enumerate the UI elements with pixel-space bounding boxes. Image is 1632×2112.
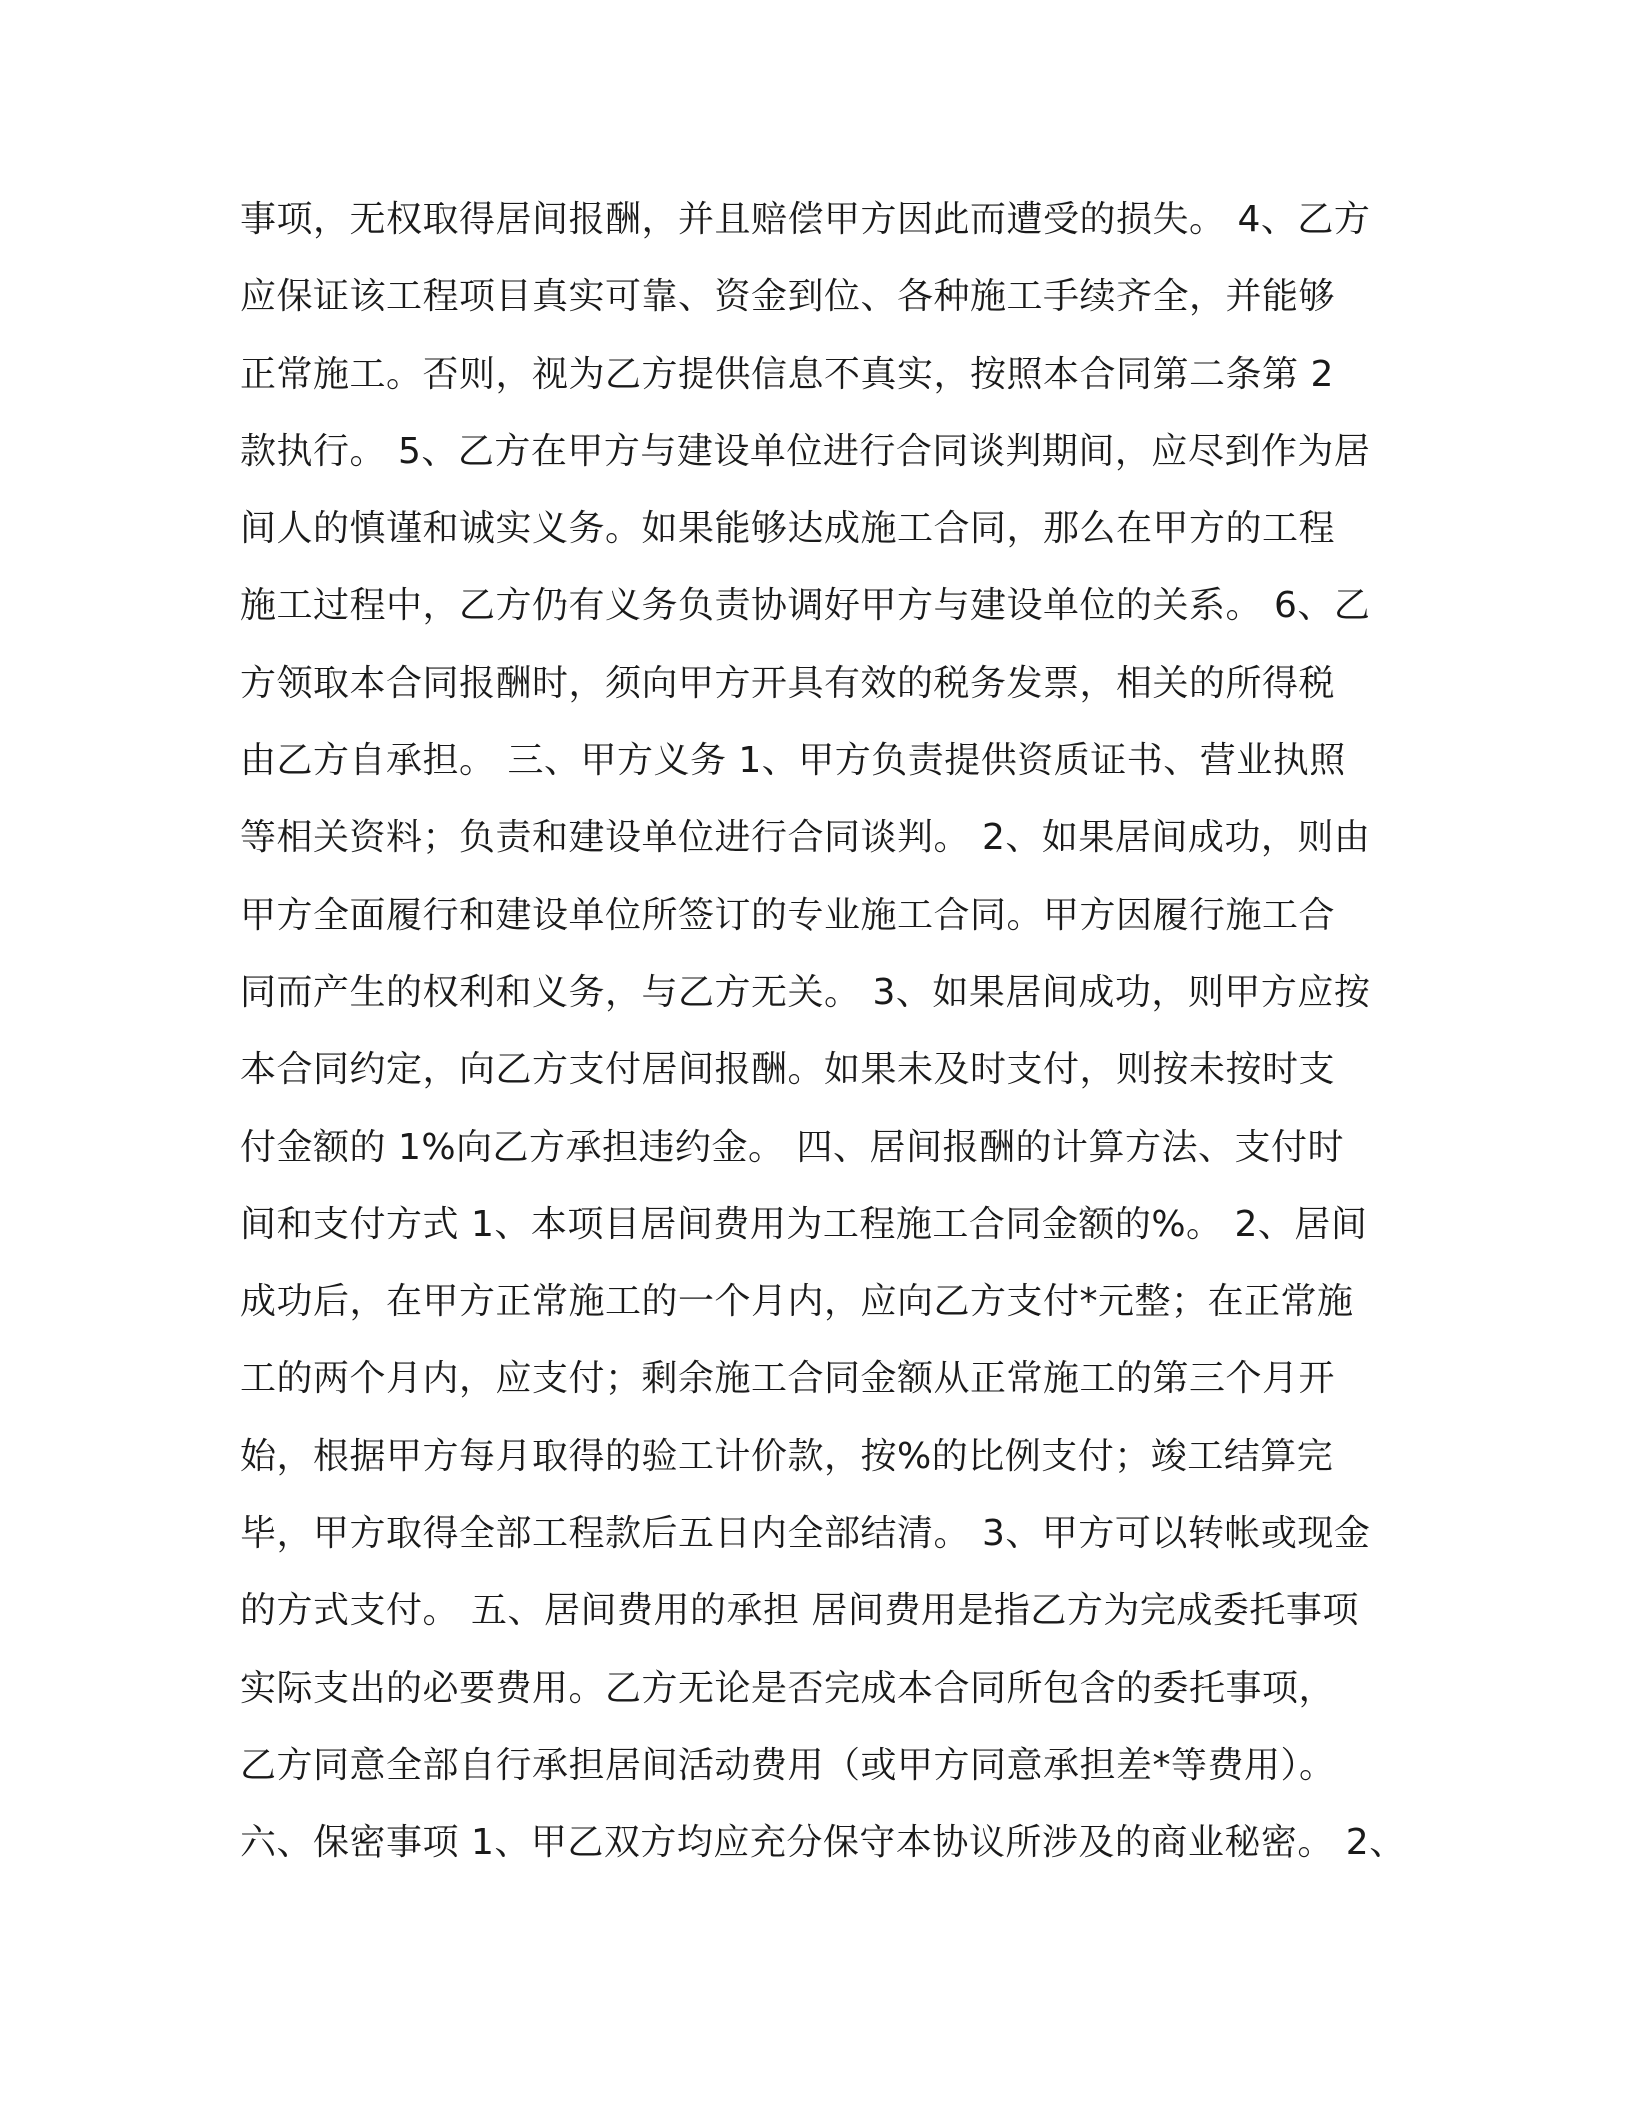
text-line-21: 乙方同意全部自行承担居间活动费用（或甲方同意承担差*等费用）。 bbox=[240, 1744, 1336, 1786]
text-line-17: 始，根据甲方每月取得的验工计价款，按%的比例支付；竣工结算完 bbox=[240, 1435, 1334, 1477]
text-line-2: 应保证该工程项目真实可靠、资金到位、各种施工手续齐全，并能够 bbox=[240, 276, 1336, 318]
text-line-19: 的方式支付。 五、居间费用的承担 居间费用是指乙方为完成委托事项 bbox=[240, 1590, 1359, 1632]
text-line-5: 间人的慎谨和诚实义务。如果能够达成施工合同，那么在甲方的工程 bbox=[240, 508, 1336, 550]
text-line-13: 付金额的 1%向乙方承担违约金。 四、居间报酬的计算方法、支付时 bbox=[240, 1126, 1344, 1168]
text-line-1: 事项，无权取得居间报酬，并且赔偿甲方因此而遭受的损失。 4、乙方 bbox=[240, 199, 1371, 240]
text-line-6: 施工过程中，乙方仍有义务负责协调好甲方与建设单位的关系。 6、乙 bbox=[240, 585, 1371, 627]
text-line-16: 工的两个月内，应支付；剩余施工合同金额从正常施工的第三个月开 bbox=[240, 1358, 1336, 1400]
text-line-11: 同而产生的权利和义务，与乙方无关。 3、如果居间成功，则甲方应按 bbox=[240, 971, 1371, 1013]
text-line-9: 等相关资料；负责和建设单位进行合同谈判。 2、如果居间成功，则由 bbox=[240, 817, 1371, 859]
text-line-7: 方领取本合同报酬时，须向甲方开具有效的税务发票，相关的所得税 bbox=[240, 662, 1336, 704]
text-line-20: 实际支出的必要费用。乙方无论是否完成本合同所包含的委托事项， bbox=[240, 1667, 1336, 1709]
text-line-10: 甲方全面履行和建设单位所签订的专业施工合同。甲方因履行施工合 bbox=[240, 894, 1336, 936]
text-line-15: 成功后，在甲方正常施工的一个月内，应向乙方支付*元整；在正常施 bbox=[240, 1281, 1354, 1323]
text-line-8: 由乙方自承担。 三、甲方义务 1、甲方负责提供资质证书、营业执照 bbox=[240, 740, 1346, 782]
contract-body-text bbox=[240, 188, 1440, 1889]
text-line-12: 本合同约定，向乙方支付居间报酬。如果未及时支付，则按未按时支 bbox=[240, 1049, 1336, 1091]
text-line-18: 毕，甲方取得全部工程款后五日内全部结清。 3、甲方可以转帐或现金 bbox=[240, 1513, 1371, 1555]
text-line-4: 款执行。 5、乙方在甲方与建设单位进行合同谈判期间，应尽到作为居 bbox=[240, 430, 1371, 472]
text-line-22: 六、保密事项 1、甲乙双方均应充分保守本协议所涉及的商业秘密。 2、 bbox=[240, 1822, 1406, 1864]
text-line-14: 间和支付方式 1、本项目居间费用为工程施工合同金额的%。 2、居间 bbox=[240, 1203, 1368, 1245]
text-line-3: 正常施工。否则，视为乙方提供信息不真实，按照本合同第二条第 2 bbox=[240, 353, 1334, 395]
